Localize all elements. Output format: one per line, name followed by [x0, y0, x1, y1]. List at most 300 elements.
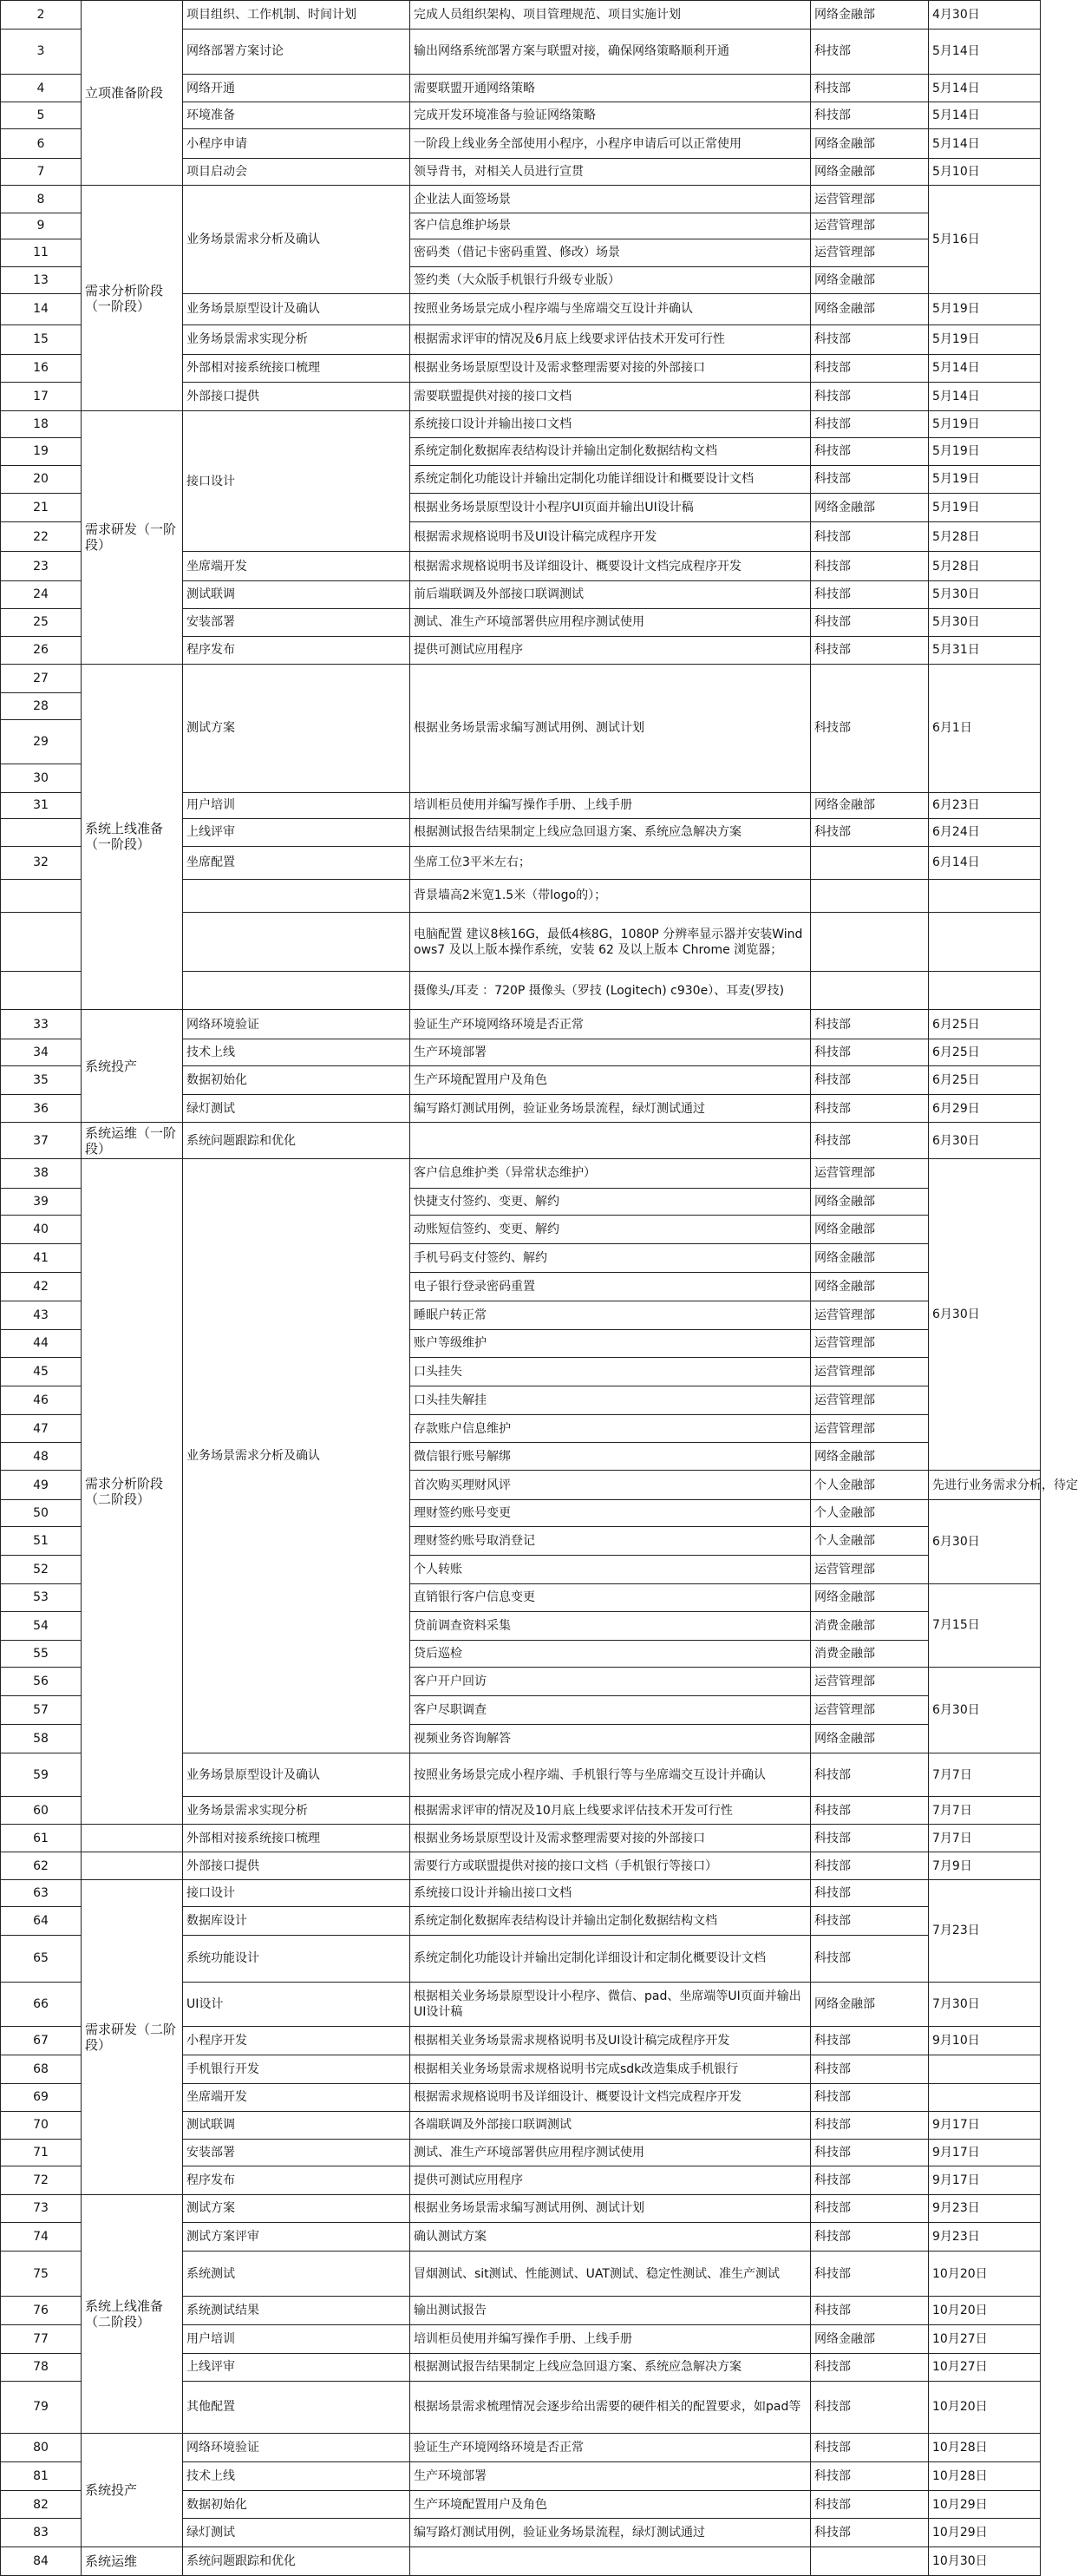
- due-date-cell: 6月30日: [929, 1500, 1041, 1584]
- department-cell: 科技部: [811, 1797, 929, 1824]
- row-number: 4: [1, 75, 82, 102]
- due-date-cell: 5月30日: [929, 608, 1041, 637]
- requirement-cell: 测试、准生产环境部署供应用程序测试使用: [410, 2139, 811, 2166]
- due-date-cell: 5月16日: [929, 186, 1041, 294]
- requirement-cell: 贷前调查资料采集: [410, 1612, 811, 1641]
- department-cell: 科技部: [811, 324, 929, 354]
- department-cell: 科技部: [811, 1935, 929, 1982]
- due-date-cell: 6月30日: [929, 1123, 1041, 1159]
- requirement-cell: 系统接口设计并输出接口文档: [410, 1879, 811, 1906]
- row-number: 40: [1, 1216, 82, 1244]
- requirement-cell: 贷后巡检: [410, 1640, 811, 1667]
- row-number: 73: [1, 2194, 82, 2223]
- requirement-cell: 根据场景需求梳理情况会逐步给出需要的硬件相关的配置要求，如pad等: [410, 2382, 811, 2434]
- table-row: [1, 1010, 1041, 1039]
- row-number: 37: [1, 1123, 82, 1159]
- department-cell: 科技部: [811, 1010, 929, 1039]
- task-cell: 网络环境验证: [183, 2433, 410, 2462]
- requirement-cell: 生产环境部署: [410, 2462, 811, 2491]
- requirement-cell: 理财签约账号变更: [410, 1500, 811, 1527]
- due-date-cell: 10月20日: [929, 2251, 1041, 2297]
- department-cell: 科技部: [811, 581, 929, 608]
- requirement-cell: 快捷支付签约、变更、解约: [410, 1188, 811, 1215]
- requirement-cell: 电脑配置 建议8核16G，最低4核8G，1080P 分辨率显示器并安装Windows7 及以上版本操作系统，安装 62 及以上版本 Chrome 浏览器；: [410, 912, 811, 972]
- phase-cell: [82, 1852, 183, 1879]
- phase-cell: 系统运维（一阶段）: [82, 1123, 183, 1159]
- phase-cell: 需求研发（二阶段）: [82, 1879, 183, 2194]
- table-row: [1, 1879, 1041, 1906]
- requirement-cell: 一阶段上线业务全部使用小程序，小程序申请后可以正常使用: [410, 129, 811, 159]
- requirement-cell: 客户尽职调查: [410, 1695, 811, 1725]
- requirement-cell: 根据需求规格说明书及详细设计、概要设计文档完成程序开发: [410, 552, 811, 581]
- department-cell: 科技部: [811, 410, 929, 437]
- task-cell: 接口设计: [183, 1879, 410, 1906]
- department-cell: [811, 2547, 929, 2576]
- row-number: [1, 912, 82, 972]
- task-cell: 外部接口提供: [183, 383, 410, 411]
- row-number: 33: [1, 1010, 82, 1039]
- due-date-cell: 6月25日: [929, 1010, 1041, 1039]
- requirement-cell: 编写路灯测试用例，验证业务场景流程，绿灯测试通过: [410, 1094, 811, 1123]
- requirement-cell: 按照业务场景完成小程序端、手机银行等与坐席端交互设计并确认: [410, 1753, 811, 1797]
- department-cell: 科技部: [811, 1824, 929, 1852]
- task-cell: 绿灯测试: [183, 1094, 410, 1123]
- row-number: 8: [1, 186, 82, 213]
- row-number: 9: [1, 213, 82, 239]
- requirement-cell: 首次购买理财风评: [410, 1471, 811, 1500]
- due-date-cell: 6月25日: [929, 1039, 1041, 1065]
- table-row: [1, 186, 1041, 213]
- due-date-cell: 5月10日: [929, 158, 1041, 185]
- due-date-cell: 5月19日: [929, 410, 1041, 437]
- due-date-cell: 10月30日: [929, 2547, 1041, 2576]
- requirement-cell: 根据业务场景原型设计及需求整理需要对接的外部接口: [410, 354, 811, 383]
- row-number: 6: [1, 129, 82, 159]
- row-number: 21: [1, 494, 82, 522]
- row-number: 41: [1, 1243, 82, 1273]
- row-number: 46: [1, 1386, 82, 1415]
- task-cell: 项目启动会: [183, 158, 410, 185]
- requirement-cell: 口头挂失: [410, 1358, 811, 1386]
- task-cell: 测试方案: [183, 2194, 410, 2223]
- row-number: 35: [1, 1066, 82, 1095]
- department-cell: 科技部: [811, 383, 929, 411]
- due-date-cell: 6月30日: [929, 1159, 1041, 1471]
- department-cell: 科技部: [811, 2433, 929, 2462]
- requirement-cell: 客户信息维护类（异常状态维护）: [410, 1159, 811, 1189]
- task-cell: 绿灯测试: [183, 2519, 410, 2547]
- row-number: 54: [1, 1612, 82, 1641]
- due-date-cell: 6月23日: [929, 792, 1041, 818]
- task-cell: 安装部署: [183, 2139, 410, 2166]
- department-cell: 科技部: [811, 2112, 929, 2139]
- row-number: 23: [1, 552, 82, 581]
- department-cell: 科技部: [811, 521, 929, 552]
- task-cell: 用户培训: [183, 2325, 410, 2354]
- row-number: 7: [1, 158, 82, 185]
- task-cell: 用户培训: [183, 792, 410, 818]
- row-number: 28: [1, 693, 82, 719]
- row-number: 66: [1, 1982, 82, 2027]
- requirement-cell: 直销银行客户信息变更: [410, 1583, 811, 1612]
- requirement-cell: 账户等级维护: [410, 1329, 811, 1358]
- due-date-cell: 10月20日: [929, 2382, 1041, 2434]
- task-cell: 业务场景原型设计及确认: [183, 1753, 410, 1797]
- department-cell: 科技部: [811, 438, 929, 465]
- requirement-cell: 根据业务场景原型设计及需求整理需要对接的外部接口: [410, 1824, 811, 1852]
- requirement-cell: 根据相关业务场景需求规格说明书及UI设计稿完成程序开发: [410, 2027, 811, 2055]
- department-cell: 科技部: [811, 2027, 929, 2055]
- department-cell: 科技部: [811, 2519, 929, 2547]
- requirement-cell: 生产环境部署: [410, 1039, 811, 1065]
- requirement-cell: 确认测试方案: [410, 2223, 811, 2252]
- task-cell: 数据初始化: [183, 2490, 410, 2519]
- requirement-cell: 手机号码支付签约、解约: [410, 1243, 811, 1273]
- row-number: 2: [1, 1, 82, 29]
- department-cell: 运营管理部: [811, 1159, 929, 1189]
- requirement-cell: 动账短信签约、变更、解约: [410, 1216, 811, 1244]
- department-cell: [811, 846, 929, 879]
- task-cell: 上线评审: [183, 819, 410, 846]
- requirement-cell: 需要行方或联盟提供对接的接口文档（手机银行等接口）: [410, 1852, 811, 1879]
- row-number: 61: [1, 1824, 82, 1852]
- row-number: 14: [1, 293, 82, 324]
- row-number: 11: [1, 239, 82, 266]
- task-cell: 手机银行开发: [183, 2055, 410, 2084]
- requirement-cell: 提供可测试应用程序: [410, 2166, 811, 2195]
- due-date-cell: 5月14日: [929, 354, 1041, 383]
- task-cell: 数据库设计: [183, 1907, 410, 1936]
- task-cell: [183, 879, 410, 912]
- requirement-cell: 系统定制化功能设计并输出定制化功能详细设计和概要设计文档: [410, 465, 811, 494]
- task-cell: 程序发布: [183, 2166, 410, 2195]
- department-cell: 消费金融部: [811, 1640, 929, 1667]
- row-number: 29: [1, 719, 82, 764]
- department-cell: 科技部: [811, 354, 929, 383]
- row-number: 68: [1, 2055, 82, 2084]
- phase-cell: 需求分析阶段（一阶段）: [82, 186, 183, 410]
- department-cell: 网络金融部: [811, 1273, 929, 1301]
- row-number: 25: [1, 608, 82, 637]
- department-cell: 科技部: [811, 2490, 929, 2519]
- row-number: 56: [1, 1668, 82, 1696]
- row-number: 55: [1, 1640, 82, 1667]
- department-cell: 网络金融部: [811, 1216, 929, 1244]
- requirement-cell: 系统接口设计并输出接口文档: [410, 410, 811, 437]
- requirement-cell: 提供可测试应用程序: [410, 637, 811, 664]
- task-cell: 其他配置: [183, 2382, 410, 2434]
- due-date-cell: 5月31日: [929, 637, 1041, 664]
- requirement-cell: 根据需求评审的情况及10月底上线要求评估技术开发可行性: [410, 1797, 811, 1824]
- task-cell: 测试方案: [183, 664, 410, 792]
- requirement-cell: 企业法人面签场景: [410, 186, 811, 213]
- task-cell: 环境准备: [183, 102, 410, 128]
- task-cell: 程序发布: [183, 637, 410, 664]
- requirement-cell: 根据业务场景需求编写测试用例、测试计划: [410, 2194, 811, 2223]
- table-row: [1, 1824, 1041, 1852]
- department-cell: 科技部: [811, 75, 929, 102]
- row-number: 80: [1, 2433, 82, 2462]
- task-cell: 外部相对接系统接口梳理: [183, 354, 410, 383]
- due-date-cell: 5月14日: [929, 75, 1041, 102]
- requirement-cell: 个人转账: [410, 1556, 811, 1584]
- table-row: [1, 1, 1041, 29]
- requirement-cell: 生产环境配置用户及角色: [410, 1066, 811, 1095]
- row-number: 34: [1, 1039, 82, 1065]
- requirement-cell: 睡眠户转正常: [410, 1301, 811, 1329]
- row-number: 44: [1, 1329, 82, 1358]
- department-cell: 运营管理部: [811, 1329, 929, 1358]
- requirement-cell: 坐席工位3平米左右；: [410, 846, 811, 879]
- department-cell: 科技部: [811, 819, 929, 846]
- phase-cell: 系统运维: [82, 2547, 183, 2576]
- row-number: 64: [1, 1907, 82, 1936]
- task-cell: 系统功能设计: [183, 1935, 410, 1982]
- row-number: 57: [1, 1695, 82, 1725]
- table-row: [1, 410, 1041, 437]
- department-cell: 科技部: [811, 1879, 929, 1906]
- row-number: 63: [1, 1879, 82, 1906]
- requirement-cell: 完成开发环境准备与验证网络策略: [410, 102, 811, 128]
- department-cell: 科技部: [811, 2166, 929, 2195]
- requirement-cell: 需要联盟开通网络策略: [410, 75, 811, 102]
- task-cell: [183, 912, 410, 972]
- row-number: 3: [1, 29, 82, 75]
- task-cell: 系统测试结果: [183, 2297, 410, 2325]
- requirement-cell: 微信银行账号解绑: [410, 1442, 811, 1471]
- table-row: [1, 1123, 1041, 1159]
- task-cell: 业务场景需求实现分析: [183, 324, 410, 354]
- row-number: [1, 879, 82, 912]
- department-cell: 网络金融部: [811, 2325, 929, 2354]
- due-date-cell: 9月23日: [929, 2223, 1041, 2252]
- row-number: 17: [1, 383, 82, 411]
- due-date-cell: 10月27日: [929, 2325, 1041, 2354]
- row-number: 43: [1, 1301, 82, 1329]
- row-number: 76: [1, 2297, 82, 2325]
- task-cell: 网络部署方案讨论: [183, 29, 410, 75]
- due-date-cell: 5月14日: [929, 29, 1041, 75]
- task-cell: 小程序申请: [183, 129, 410, 159]
- requirement-cell: 按照业务场景完成小程序端与坐席端交互设计并确认: [410, 293, 811, 324]
- requirement-cell: 测试、准生产环境部署供应用程序测试使用: [410, 608, 811, 637]
- department-cell: 科技部: [811, 2297, 929, 2325]
- department-cell: 科技部: [811, 2251, 929, 2297]
- requirement-cell: 输出测试报告: [410, 2297, 811, 2325]
- department-cell: 科技部: [811, 29, 929, 75]
- due-date-cell: 7月7日: [929, 1824, 1041, 1852]
- task-cell: 接口设计: [183, 410, 410, 552]
- requirement-cell: 系统定制化数据库表结构设计并输出定制化数据结构文档: [410, 1907, 811, 1936]
- requirement-cell: 根据业务场景需求编写测试用例、测试计划: [410, 664, 811, 792]
- row-number: 18: [1, 410, 82, 437]
- requirement-cell: 根据相关业务场景原型设计小程序、微信、pad、坐席端等UI页面并输出UI设计稿: [410, 1982, 811, 2027]
- requirement-cell: 培训柜员使用并编写操作手册、上线手册: [410, 2325, 811, 2354]
- task-cell: 外部相对接系统接口梳理: [183, 1824, 410, 1852]
- due-date-cell: 4月30日: [929, 1, 1041, 29]
- due-date-cell: 10月27日: [929, 2353, 1041, 2382]
- row-number: 74: [1, 2223, 82, 2252]
- row-number: 20: [1, 465, 82, 494]
- due-date-cell: 9月17日: [929, 2139, 1041, 2166]
- department-cell: 科技部: [811, 2462, 929, 2491]
- task-cell: UI设计: [183, 1982, 410, 2027]
- department-cell: 科技部: [811, 1066, 929, 1095]
- requirement-cell: 根据需求规格说明书及UI设计稿完成程序开发: [410, 521, 811, 552]
- department-cell: 科技部: [811, 2353, 929, 2382]
- row-number: 48: [1, 1442, 82, 1471]
- row-number: 72: [1, 2166, 82, 2195]
- due-date-cell: 9月17日: [929, 2112, 1041, 2139]
- department-cell: 网络金融部: [811, 1982, 929, 2027]
- due-date-cell: 5月19日: [929, 465, 1041, 494]
- department-cell: 运营管理部: [811, 186, 929, 213]
- due-date-cell: 10月28日: [929, 2462, 1041, 2491]
- task-cell: 数据初始化: [183, 1066, 410, 1095]
- department-cell: 科技部: [811, 2223, 929, 2252]
- task-cell: 业务场景原型设计及确认: [183, 293, 410, 324]
- department-cell: 网络金融部: [811, 293, 929, 324]
- table-row: [1, 2547, 1041, 2576]
- due-date-cell: 10月20日: [929, 2297, 1041, 2325]
- row-number: 38: [1, 1159, 82, 1189]
- row-number: 15: [1, 324, 82, 354]
- table-row: [1, 2433, 1041, 2462]
- department-cell: 科技部: [811, 552, 929, 581]
- due-date-cell: 6月14日: [929, 846, 1041, 879]
- row-number: 59: [1, 1753, 82, 1797]
- department-cell: 网络金融部: [811, 792, 929, 818]
- requirement-cell: [410, 2547, 811, 2576]
- task-cell: 坐席端开发: [183, 2083, 410, 2112]
- phase-cell: 系统投产: [82, 1010, 183, 1123]
- due-date-cell: 5月30日: [929, 581, 1041, 608]
- phase-cell: 立项准备阶段: [82, 1, 183, 186]
- due-date-cell: 9月17日: [929, 2166, 1041, 2195]
- row-number: 26: [1, 637, 82, 664]
- row-number: 82: [1, 2490, 82, 2519]
- due-date-cell: 9月23日: [929, 2194, 1041, 2223]
- department-cell: 科技部: [811, 1753, 929, 1797]
- requirement-cell: 存款账户信息维护: [410, 1415, 811, 1442]
- due-date-cell: 10月28日: [929, 2433, 1041, 2462]
- phase-cell: 系统投产: [82, 2433, 183, 2547]
- department-cell: 运营管理部: [811, 1301, 929, 1329]
- requirement-cell: 冒烟测试、sit测试、性能测试、UAT测试、稳定性测试、准生产测试: [410, 2251, 811, 2297]
- due-date-cell: [929, 2055, 1041, 2084]
- row-number: 70: [1, 2112, 82, 2139]
- department-cell: 科技部: [811, 1039, 929, 1065]
- row-number: 22: [1, 521, 82, 552]
- department-cell: 科技部: [811, 1907, 929, 1936]
- requirement-cell: 验证生产环境网络环境是否正常: [410, 2433, 811, 2462]
- department-cell: 科技部: [811, 1123, 929, 1159]
- department-cell: 运营管理部: [811, 1556, 929, 1584]
- department-cell: 运营管理部: [811, 1358, 929, 1386]
- row-number: 16: [1, 354, 82, 383]
- department-cell: 消费金融部: [811, 1612, 929, 1641]
- due-date-cell: 6月24日: [929, 819, 1041, 846]
- requirement-cell: 根据相关业务场景需求规格说明书完成sdk改造集成手机银行: [410, 2055, 811, 2084]
- department-cell: 科技部: [811, 2055, 929, 2084]
- department-cell: 网络金融部: [811, 1188, 929, 1215]
- requirement-cell: 生产环境配置用户及角色: [410, 2490, 811, 2519]
- requirement-cell: 根据测试报告结果制定上线应急回退方案、系统应急解决方案: [410, 819, 811, 846]
- task-cell: 测试联调: [183, 2112, 410, 2139]
- requirement-cell: 背景墙高2米宽1.5米（带logo的）；: [410, 879, 811, 912]
- row-number: 19: [1, 438, 82, 465]
- department-cell: 网络金融部: [811, 129, 929, 159]
- row-number: 27: [1, 664, 82, 693]
- department-cell: 网络金融部: [811, 158, 929, 185]
- department-cell: 运营管理部: [811, 1695, 929, 1725]
- row-number: 65: [1, 1935, 82, 1982]
- department-cell: [811, 972, 929, 1010]
- due-date-cell: 9月10日: [929, 2027, 1041, 2055]
- department-cell: 网络金融部: [811, 1243, 929, 1273]
- task-cell: 测试联调: [183, 581, 410, 608]
- requirement-cell: 签约类（大众版手机银行升级专业版）: [410, 266, 811, 293]
- due-date-cell: [929, 879, 1041, 912]
- table-row: [1, 1159, 1041, 1189]
- department-cell: 网络金融部: [811, 1725, 929, 1753]
- requirement-cell: 视频业务咨询解答: [410, 1725, 811, 1753]
- row-number: 13: [1, 266, 82, 293]
- department-cell: 科技部: [811, 102, 929, 128]
- due-date-cell: 7月15日: [929, 1583, 1041, 1668]
- due-date-cell: 5月19日: [929, 324, 1041, 354]
- row-number: 60: [1, 1797, 82, 1824]
- due-date-cell: 5月14日: [929, 102, 1041, 128]
- department-cell: 网络金融部: [811, 266, 929, 293]
- task-cell: 上线评审: [183, 2353, 410, 2382]
- task-cell: 网络环境验证: [183, 1010, 410, 1039]
- row-number: 75: [1, 2251, 82, 2297]
- requirement-cell: 理财签约账号取消登记: [410, 1527, 811, 1556]
- due-date-cell: 5月19日: [929, 438, 1041, 465]
- row-number: 47: [1, 1415, 82, 1442]
- requirement-cell: 根据需求评审的情况及6月底上线要求评估技术开发可行性: [410, 324, 811, 354]
- department-cell: 网络金融部: [811, 1583, 929, 1612]
- task-cell: 系统问题跟踪和优化: [183, 1123, 410, 1159]
- task-cell: 系统问题跟踪和优化: [183, 2547, 410, 2576]
- due-date-cell: 10月29日: [929, 2519, 1041, 2547]
- task-cell: 技术上线: [183, 1039, 410, 1065]
- due-date-cell: 7月9日: [929, 1852, 1041, 1879]
- row-number: 32: [1, 846, 82, 879]
- due-date-cell: 先进行业务需求分析，待定: [929, 1471, 1041, 1500]
- row-number: 77: [1, 2325, 82, 2354]
- task-cell: 系统测试: [183, 2251, 410, 2297]
- due-date-cell: 6月30日: [929, 1668, 1041, 1753]
- task-cell: 网络开通: [183, 75, 410, 102]
- department-cell: 科技部: [811, 637, 929, 664]
- requirement-cell: 摄像头/耳麦 ：720P 摄像头（罗技 (Logitech) c930e）、耳麦(罗技): [410, 972, 811, 1010]
- row-number: 81: [1, 2462, 82, 2491]
- due-date-cell: 6月1日: [929, 664, 1041, 792]
- department-cell: 网络金融部: [811, 1442, 929, 1471]
- task-cell: 安装部署: [183, 608, 410, 637]
- task-cell: 业务场景需求分析及确认: [183, 1159, 410, 1753]
- department-cell: 科技部: [811, 664, 929, 792]
- row-number: 67: [1, 2027, 82, 2055]
- department-cell: 网络金融部: [811, 494, 929, 522]
- due-date-cell: 5月28日: [929, 521, 1041, 552]
- department-cell: 运营管理部: [811, 213, 929, 239]
- row-number: 39: [1, 1188, 82, 1215]
- task-cell: 测试方案评审: [183, 2223, 410, 2252]
- due-date-cell: 6月29日: [929, 1094, 1041, 1123]
